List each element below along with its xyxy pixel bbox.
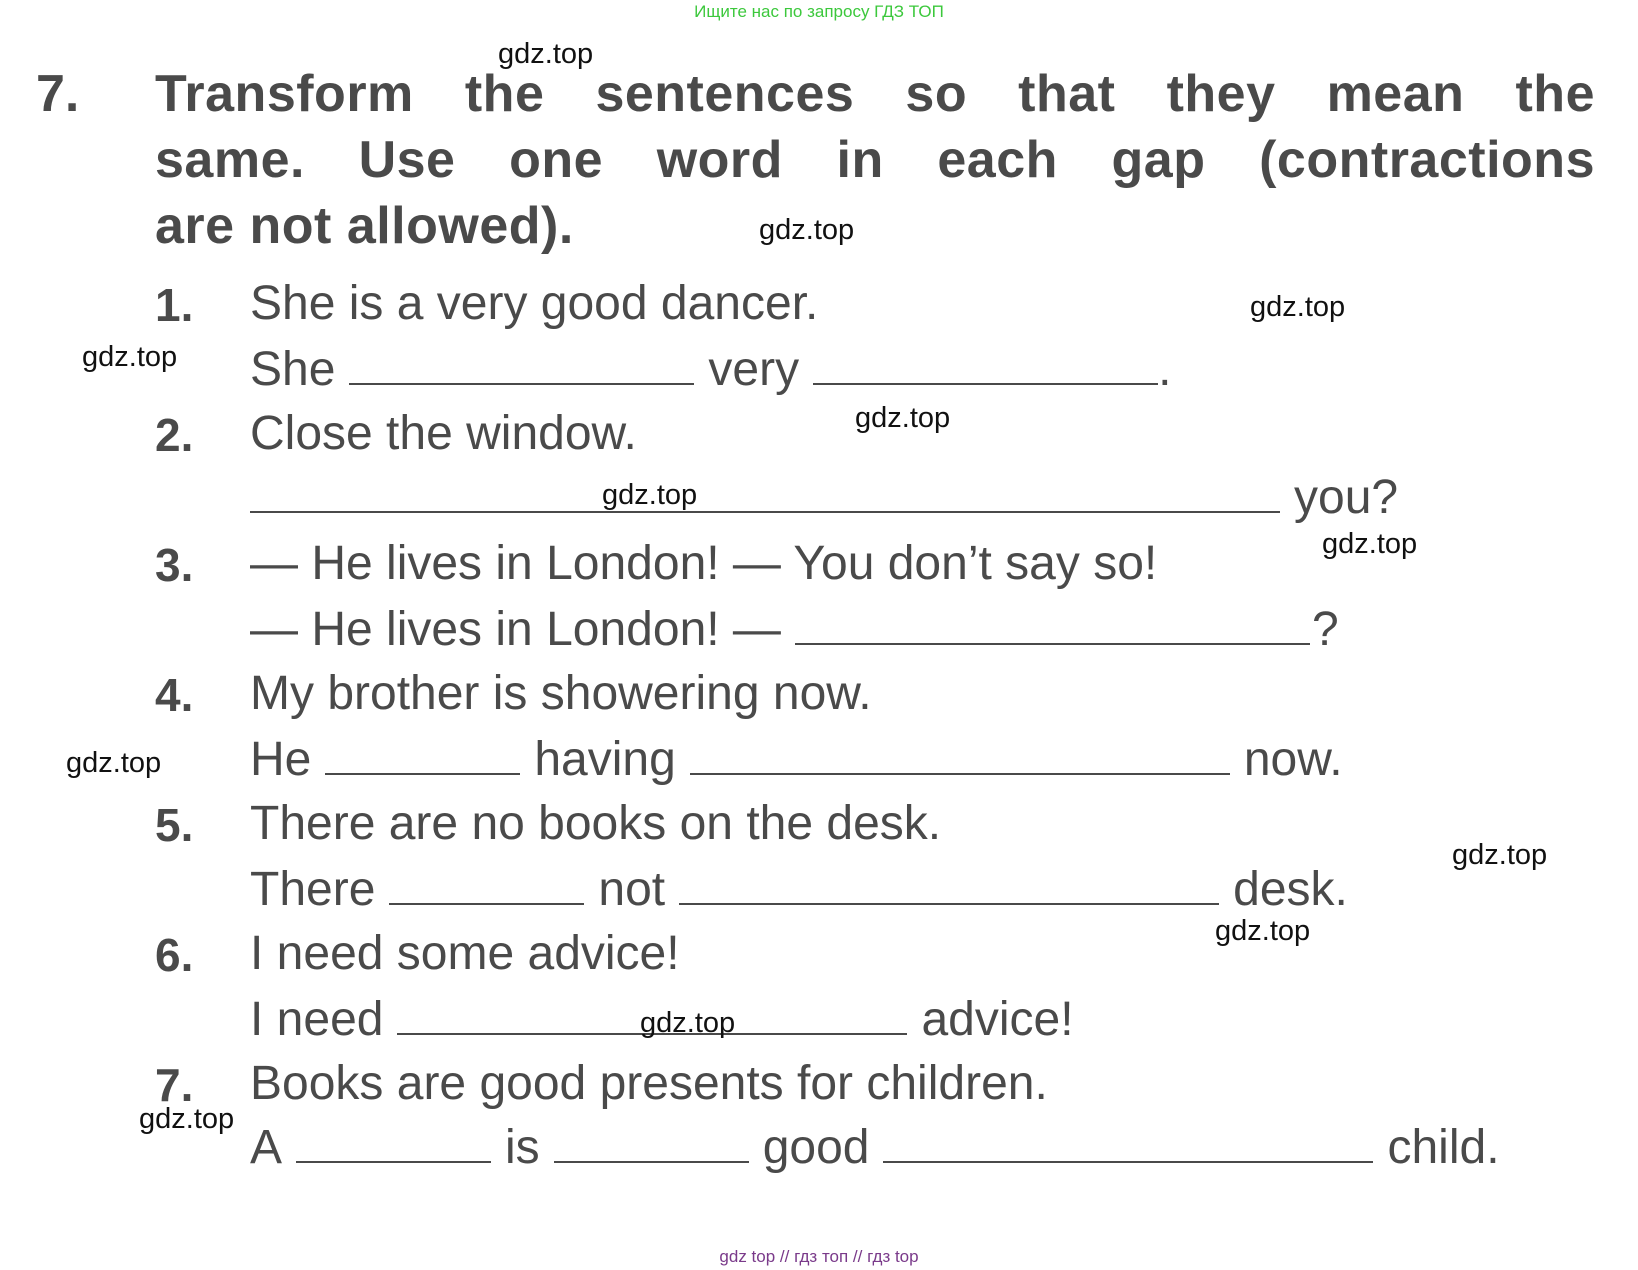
watermark: gdz.top bbox=[1452, 839, 1548, 871]
item-7-word-is: is bbox=[505, 1121, 540, 1174]
item-1-gap-1[interactable] bbox=[349, 343, 694, 385]
watermark: gdz.top bbox=[1250, 291, 1346, 323]
watermark: gdz.top bbox=[855, 402, 951, 434]
item-5-transform bbox=[250, 862, 1348, 917]
top-banner: Ищите нас по запросу ГДЗ ТОП bbox=[694, 2, 944, 21]
item-2-sentence: Close the window. bbox=[250, 407, 637, 460]
item-3-gap-1[interactable] bbox=[795, 603, 1310, 645]
item-2-gap-1[interactable] bbox=[250, 471, 1280, 513]
item-4-gap-1[interactable] bbox=[325, 733, 520, 775]
watermark: gdz.top bbox=[602, 479, 698, 511]
item-4-word-he: He bbox=[250, 733, 312, 786]
item-6-word-i-need: I need bbox=[250, 993, 384, 1046]
item-5-gap-2[interactable] bbox=[679, 863, 1219, 905]
item-1-word-period: . bbox=[1158, 343, 1172, 396]
item-3-sentence: — He lives in London! — You don’t say so! bbox=[250, 537, 1158, 590]
item-2-word-you: you? bbox=[1294, 471, 1399, 524]
item-7-word-good: good bbox=[762, 1121, 870, 1174]
item-4-number: 4. bbox=[155, 669, 194, 721]
item-1-word-she: She bbox=[250, 343, 336, 396]
item-1-sentence: She is a very good dancer. bbox=[250, 277, 819, 330]
item-5-number: 5. bbox=[155, 799, 194, 851]
item-7-word-child: child. bbox=[1387, 1121, 1500, 1174]
item-7-transform bbox=[250, 1120, 1500, 1175]
item-4-sentence: My brother is showering now. bbox=[250, 667, 872, 720]
item-7-number: 7. bbox=[155, 1059, 194, 1111]
item-5-word-desk: desk. bbox=[1233, 863, 1348, 916]
item-4-gap-2[interactable] bbox=[690, 733, 1230, 775]
item-7-word-a: A bbox=[250, 1121, 283, 1174]
item-6-word-advice: advice! bbox=[921, 993, 1074, 1046]
item-7-gap-1[interactable] bbox=[296, 1121, 491, 1163]
item-5-word-not: not bbox=[598, 863, 666, 916]
item-4-word-having: having bbox=[534, 733, 676, 786]
item-4-transform bbox=[250, 732, 1343, 787]
item-3-number: 3. bbox=[155, 539, 194, 591]
item-1-word-very: very bbox=[708, 343, 800, 396]
watermark: gdz.top bbox=[759, 214, 855, 246]
item-3-lead: — He lives in London! — bbox=[250, 603, 781, 656]
watermark: gdz.top bbox=[82, 341, 178, 373]
item-7-gap-2[interactable] bbox=[554, 1121, 749, 1163]
item-5-word-there: There bbox=[250, 863, 376, 916]
item-6-sentence: I need some advice! bbox=[250, 927, 680, 980]
item-4-word-now: now. bbox=[1243, 733, 1343, 786]
watermark: gdz.top bbox=[498, 38, 594, 70]
item-2-number: 2. bbox=[155, 409, 194, 461]
item-7-sentence: Books are good presents for children. bbox=[250, 1057, 1048, 1110]
item-5-gap-1[interactable] bbox=[389, 863, 584, 905]
watermark: gdz.top bbox=[139, 1103, 235, 1135]
watermark: gdz.top bbox=[1215, 915, 1311, 947]
item-1-transform bbox=[250, 342, 1171, 397]
item-2-transform bbox=[250, 470, 1398, 525]
task-number: 7. bbox=[36, 65, 80, 123]
item-3-question-mark: ? bbox=[1311, 603, 1339, 656]
task-heading-line-2: same. Use one word in each gap (contractions bbox=[155, 131, 1595, 189]
item-3-transform bbox=[250, 602, 1339, 657]
item-5-sentence: There are no books on the desk. bbox=[250, 797, 942, 850]
watermark: gdz.top bbox=[640, 1007, 736, 1039]
item-6-number: 6. bbox=[155, 929, 194, 981]
bottom-banner: gdz top // гдз топ // гдз top bbox=[719, 1247, 919, 1266]
item-7-gap-3[interactable] bbox=[883, 1121, 1373, 1163]
watermark: gdz.top bbox=[66, 747, 162, 779]
task-heading-line-1: Transform the sentences so that they mean the bbox=[155, 65, 1595, 123]
item-1-number: 1. bbox=[155, 279, 194, 331]
task-heading-line-3: are not allowed). bbox=[155, 197, 574, 255]
item-1-gap-2[interactable] bbox=[813, 343, 1158, 385]
watermark: gdz.top bbox=[1322, 528, 1418, 560]
